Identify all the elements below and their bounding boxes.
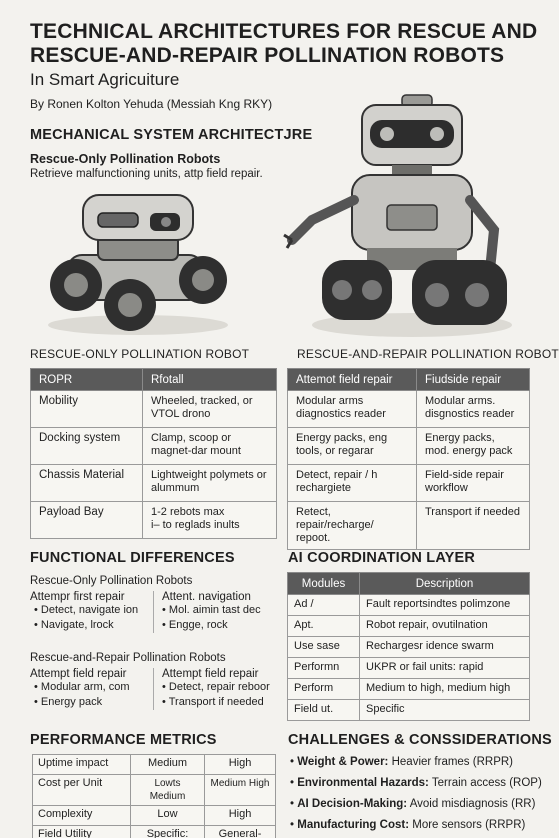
table-cell: UKPR or fail units: rapid — [360, 658, 530, 679]
list-item — [290, 773, 555, 794]
table-cell: Fault reportsindtes polimzone — [360, 595, 530, 616]
table-cell: Ad / — [288, 595, 360, 616]
table-row — [288, 391, 530, 428]
table-row — [33, 755, 276, 775]
list-item: • Energy pack — [34, 695, 158, 710]
ai-table — [287, 572, 530, 721]
table-cell: Modular arms diagnostics reader — [288, 391, 417, 428]
table-cell: Use sase — [288, 637, 360, 658]
table-cell: Clamp, scoop or magnet-dar mount — [143, 428, 277, 465]
table-cell: Low — [131, 806, 205, 826]
table-header: Attemot field repair — [288, 369, 417, 391]
list-item: • Engge, rock — [162, 618, 278, 633]
table-cell: Transport if needed — [417, 502, 530, 550]
table-header: Rfotall — [143, 369, 277, 391]
table-cell: General- — [205, 826, 276, 838]
list-item: • Mol. aimin tast dec — [162, 603, 278, 618]
performance-heading: PERFORMANCE METRICS — [30, 732, 217, 748]
functional-group2-col2 — [153, 668, 278, 710]
list-item — [290, 752, 555, 773]
table-cell: Wheeled, tracked, or VTOL drono — [143, 391, 277, 428]
list-item: • Detect, navigate ion — [34, 603, 158, 618]
table-row — [288, 428, 530, 465]
list-item — [290, 794, 555, 815]
functional-group1-col1 — [30, 591, 158, 633]
column-head: Attent. navigation — [162, 591, 251, 603]
right-table-caption: RESCUE-AND-REPAIR POLLINATION ROBOT — [297, 347, 559, 361]
table-header: Modules — [288, 573, 360, 595]
table-cell: Field Utility — [33, 826, 131, 838]
page-subtitle: In Smart Agricuiture — [30, 70, 180, 89]
table-row — [288, 679, 530, 700]
table-cell: Cost per Unit — [33, 775, 131, 806]
column-head: Attempt field repair — [162, 668, 259, 680]
table-cell: Energy packs, mod. energy pack — [417, 428, 530, 465]
list-item — [290, 815, 555, 836]
table-row — [31, 391, 277, 428]
list-item: • Modular arm, com — [34, 680, 158, 695]
table-cell: Complexity — [33, 806, 131, 826]
challenge-text: Terrain access (ROP) — [431, 777, 542, 789]
table-header: ROPR — [31, 369, 143, 391]
challenge-label: AI Decision-Making: — [297, 798, 408, 810]
table-row — [31, 428, 277, 465]
challenge-text: Avoid misdiagnosis (RR) — [409, 798, 536, 810]
table-cell: High — [205, 806, 276, 826]
table-cell: Apt. — [288, 616, 360, 637]
rescue-only-table — [30, 368, 277, 539]
list-item: • Transport if needed — [162, 695, 278, 710]
functional-heading: FUNCTIONAL DIFFERENCES — [30, 550, 235, 566]
table-row — [31, 465, 277, 502]
table-cell: Rechargesr idence swarm — [360, 637, 530, 658]
repair-robot-illustration — [282, 90, 522, 340]
table-cell: Uptime impact — [33, 755, 131, 775]
table-cell: Specific: — [131, 826, 205, 838]
table-cell: Lowts Medium — [131, 775, 205, 806]
table-cell: Detect, repair / h rechargiete — [288, 465, 417, 502]
challenge-label: Weight & Power: — [297, 756, 389, 768]
rescue-robot-illustration — [38, 185, 238, 340]
table-cell: Perform — [288, 679, 360, 700]
table-cell: Chassis Material — [31, 465, 143, 502]
performance-table — [32, 754, 276, 838]
table-row — [288, 700, 530, 721]
mechanical-description: Retrieve malfunctioning units, attp field repair. — [30, 168, 263, 180]
table-row — [288, 502, 530, 550]
table-cell: Specific — [360, 700, 530, 721]
challenges-list — [290, 752, 555, 836]
challenge-text: Heavier frames (RRPR) — [391, 756, 514, 768]
table-row — [288, 658, 530, 679]
functional-group1-col2 — [153, 591, 278, 633]
rescue-repair-table — [287, 368, 530, 550]
mechanical-subheading: Rescue-Only Pollination Robots — [30, 152, 221, 166]
table-row — [33, 806, 276, 826]
table-row — [288, 595, 530, 616]
table-cell: Lightweight polymets or alummum — [143, 465, 277, 502]
table-cell: Field-side repair workflow — [417, 465, 530, 502]
table-cell: Medium — [131, 755, 205, 775]
table-cell: Energy packs, eng tools, or regarar — [288, 428, 417, 465]
left-table-caption: RESCUE-ONLY POLLINATION ROBOT — [30, 347, 250, 361]
table-cell: High — [205, 755, 276, 775]
table-cell: Payload Bay — [31, 502, 143, 539]
functional-group2-title: Rescue-and-Repair Pollination Robots — [30, 652, 226, 664]
table-cell: Performn — [288, 658, 360, 679]
table-header: Fiudside repair — [417, 369, 530, 391]
functional-group1-title: Rescue-Only Pollination Robots — [30, 575, 193, 587]
table-row — [288, 637, 530, 658]
table-cell: Robot repair, ovutilnation — [360, 616, 530, 637]
table-cell: Medium to high, medium high — [360, 679, 530, 700]
functional-group2-col1 — [30, 668, 158, 710]
challenge-text: More sensors (RRPR) — [412, 819, 526, 831]
ai-heading: AI COORDINATION LAYER — [288, 550, 476, 566]
page-title: TECHNICAL ARCHITECTURES FOR RESCUE AND RESCUE-AND-REPAIR POLLINATION ROBOTS — [30, 20, 538, 67]
mechanical-heading: MECHANICAL SYSTEM ARCHITECTJRE — [30, 127, 313, 143]
table-cell: Mobility — [31, 391, 143, 428]
challenge-label: Manufacturing Cost: — [297, 819, 410, 831]
table-cell: Medium High — [205, 775, 276, 806]
byline: By Ronen Kolton Yehuda (Messiah Kng RKY) — [30, 97, 273, 111]
list-item: • Navigate, lrock — [34, 618, 158, 633]
challenges-heading: CHALLENGES & CONSSIDERATIONS — [288, 732, 552, 748]
column-head: Attempt field repair — [30, 668, 127, 680]
table-row — [31, 502, 277, 539]
table-row — [33, 775, 276, 806]
table-row — [33, 826, 276, 838]
table-cell: 1-2 rebots max i– to reglads inults — [143, 502, 277, 539]
list-item: • Detect, repair reboor — [162, 680, 278, 695]
table-cell: Modular arms. disgnostics reader — [417, 391, 530, 428]
column-head: Attempr first repair — [30, 591, 125, 603]
challenge-label: Environmental Hazards: — [297, 777, 429, 789]
table-row — [288, 465, 530, 502]
table-header: Description — [360, 573, 530, 595]
table-cell: Field ut. — [288, 700, 360, 721]
table-cell: Retect, repair/recharge/ repoot. — [288, 502, 417, 550]
table-cell: Docking system — [31, 428, 143, 465]
table-row — [288, 616, 530, 637]
